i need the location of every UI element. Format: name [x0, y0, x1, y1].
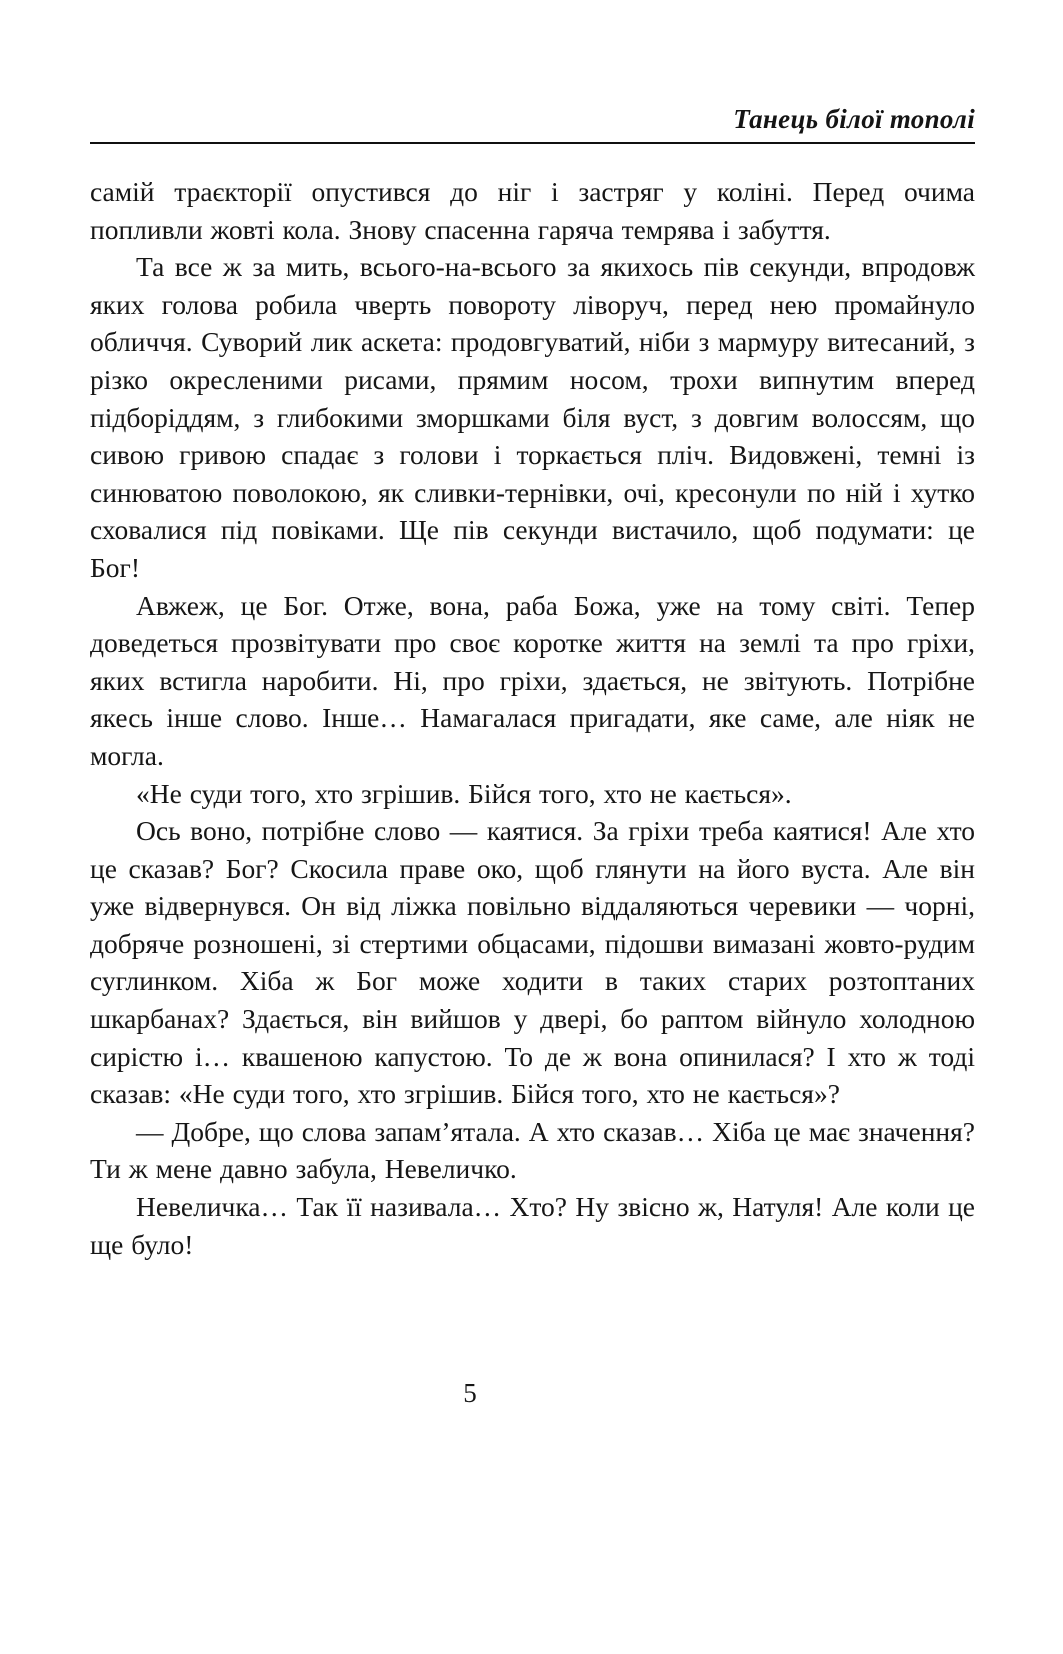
running-header: [90, 104, 975, 144]
paragraph: Та все ж за мить, всього-на-всього за якихось пів секунди, впродовж яких голова робила чверть повороту ліворуч, перед нею промайнуло обличчя. Суворий лик аскета: продовгуватий, ніби з мармуру витесаний, з різко окресленими рисами, прямим носом, трохи випнутим вперед підборіддям, з глибокими зморшками біля вуст, з довгим волоссям, що сивою гривою спадає з голови і торкається пліч. Видовжені, темні із синюватою поволокою, як сливки-тернівки, очі, кресонули по ній і хутко сховалися під повіками. Ще пів секунди вистачило, щоб подумати: це Бог!: [90, 251, 975, 583]
header-rule: [90, 142, 975, 144]
paragraph-quote: «Не суди того, хто згрішив. Бійся того, хто не кається».: [136, 777, 792, 809]
running-header-title: Танець білої тополі: [733, 104, 975, 134]
paragraph: Авжеж, це Бог. Отже, вона, раба Божа, уже на тому світі. Тепер доведеться прозвітувати про своє коротке життя на землі та про гріхи, яких встигла наробити. Ні, про гріхи, здається, не звітують. Потрібне якесь інше слово. Інше… Намагалася пригадати, яке саме, але ніяк не могла.: [90, 589, 975, 771]
page-number: 5: [463, 1378, 477, 1408]
paragraph-dialogue: — Добре, що слова запам’ятала. А хто сказав… Хіба це має значення? Ти ж мене давно забула, Невеличко.: [90, 1115, 975, 1185]
paragraph: Ось воно, потрібне слово — каятися. За гріхи треба каятися! Але хто це сказав? Бог? Скосила праве око, щоб глянути на його вуста. Але він уже відвернувся. Он від ліжка повільно віддаляються черевики — чорні, добряче розношені, зі стертими обцасами, підошви вимазані жовто-рудим суглинком. Хіба ж Бог може ходити в таких старих розтоптаних шкарбанах? Здається, він вийшов у двері, бо раптом війнуло холодною сирістю і… квашеною капустою. То де ж вона опинилася? І хто ж тоді сказав: «Не суди того, хто згрішив. Бійся того, хто не кається»?: [90, 815, 975, 1110]
body-text: [90, 173, 975, 1263]
paragraph-continuation: самій траєкторії опустився до ніг і застряг у коліні. Перед очима попливли жовті кола. Знову спасенна гаряча темрява і забуття.: [90, 176, 975, 245]
paragraph: Невеличка… Так її називала… Хто? Ну звісно ж, Натуля! Але коли це ще було!: [90, 1191, 975, 1260]
